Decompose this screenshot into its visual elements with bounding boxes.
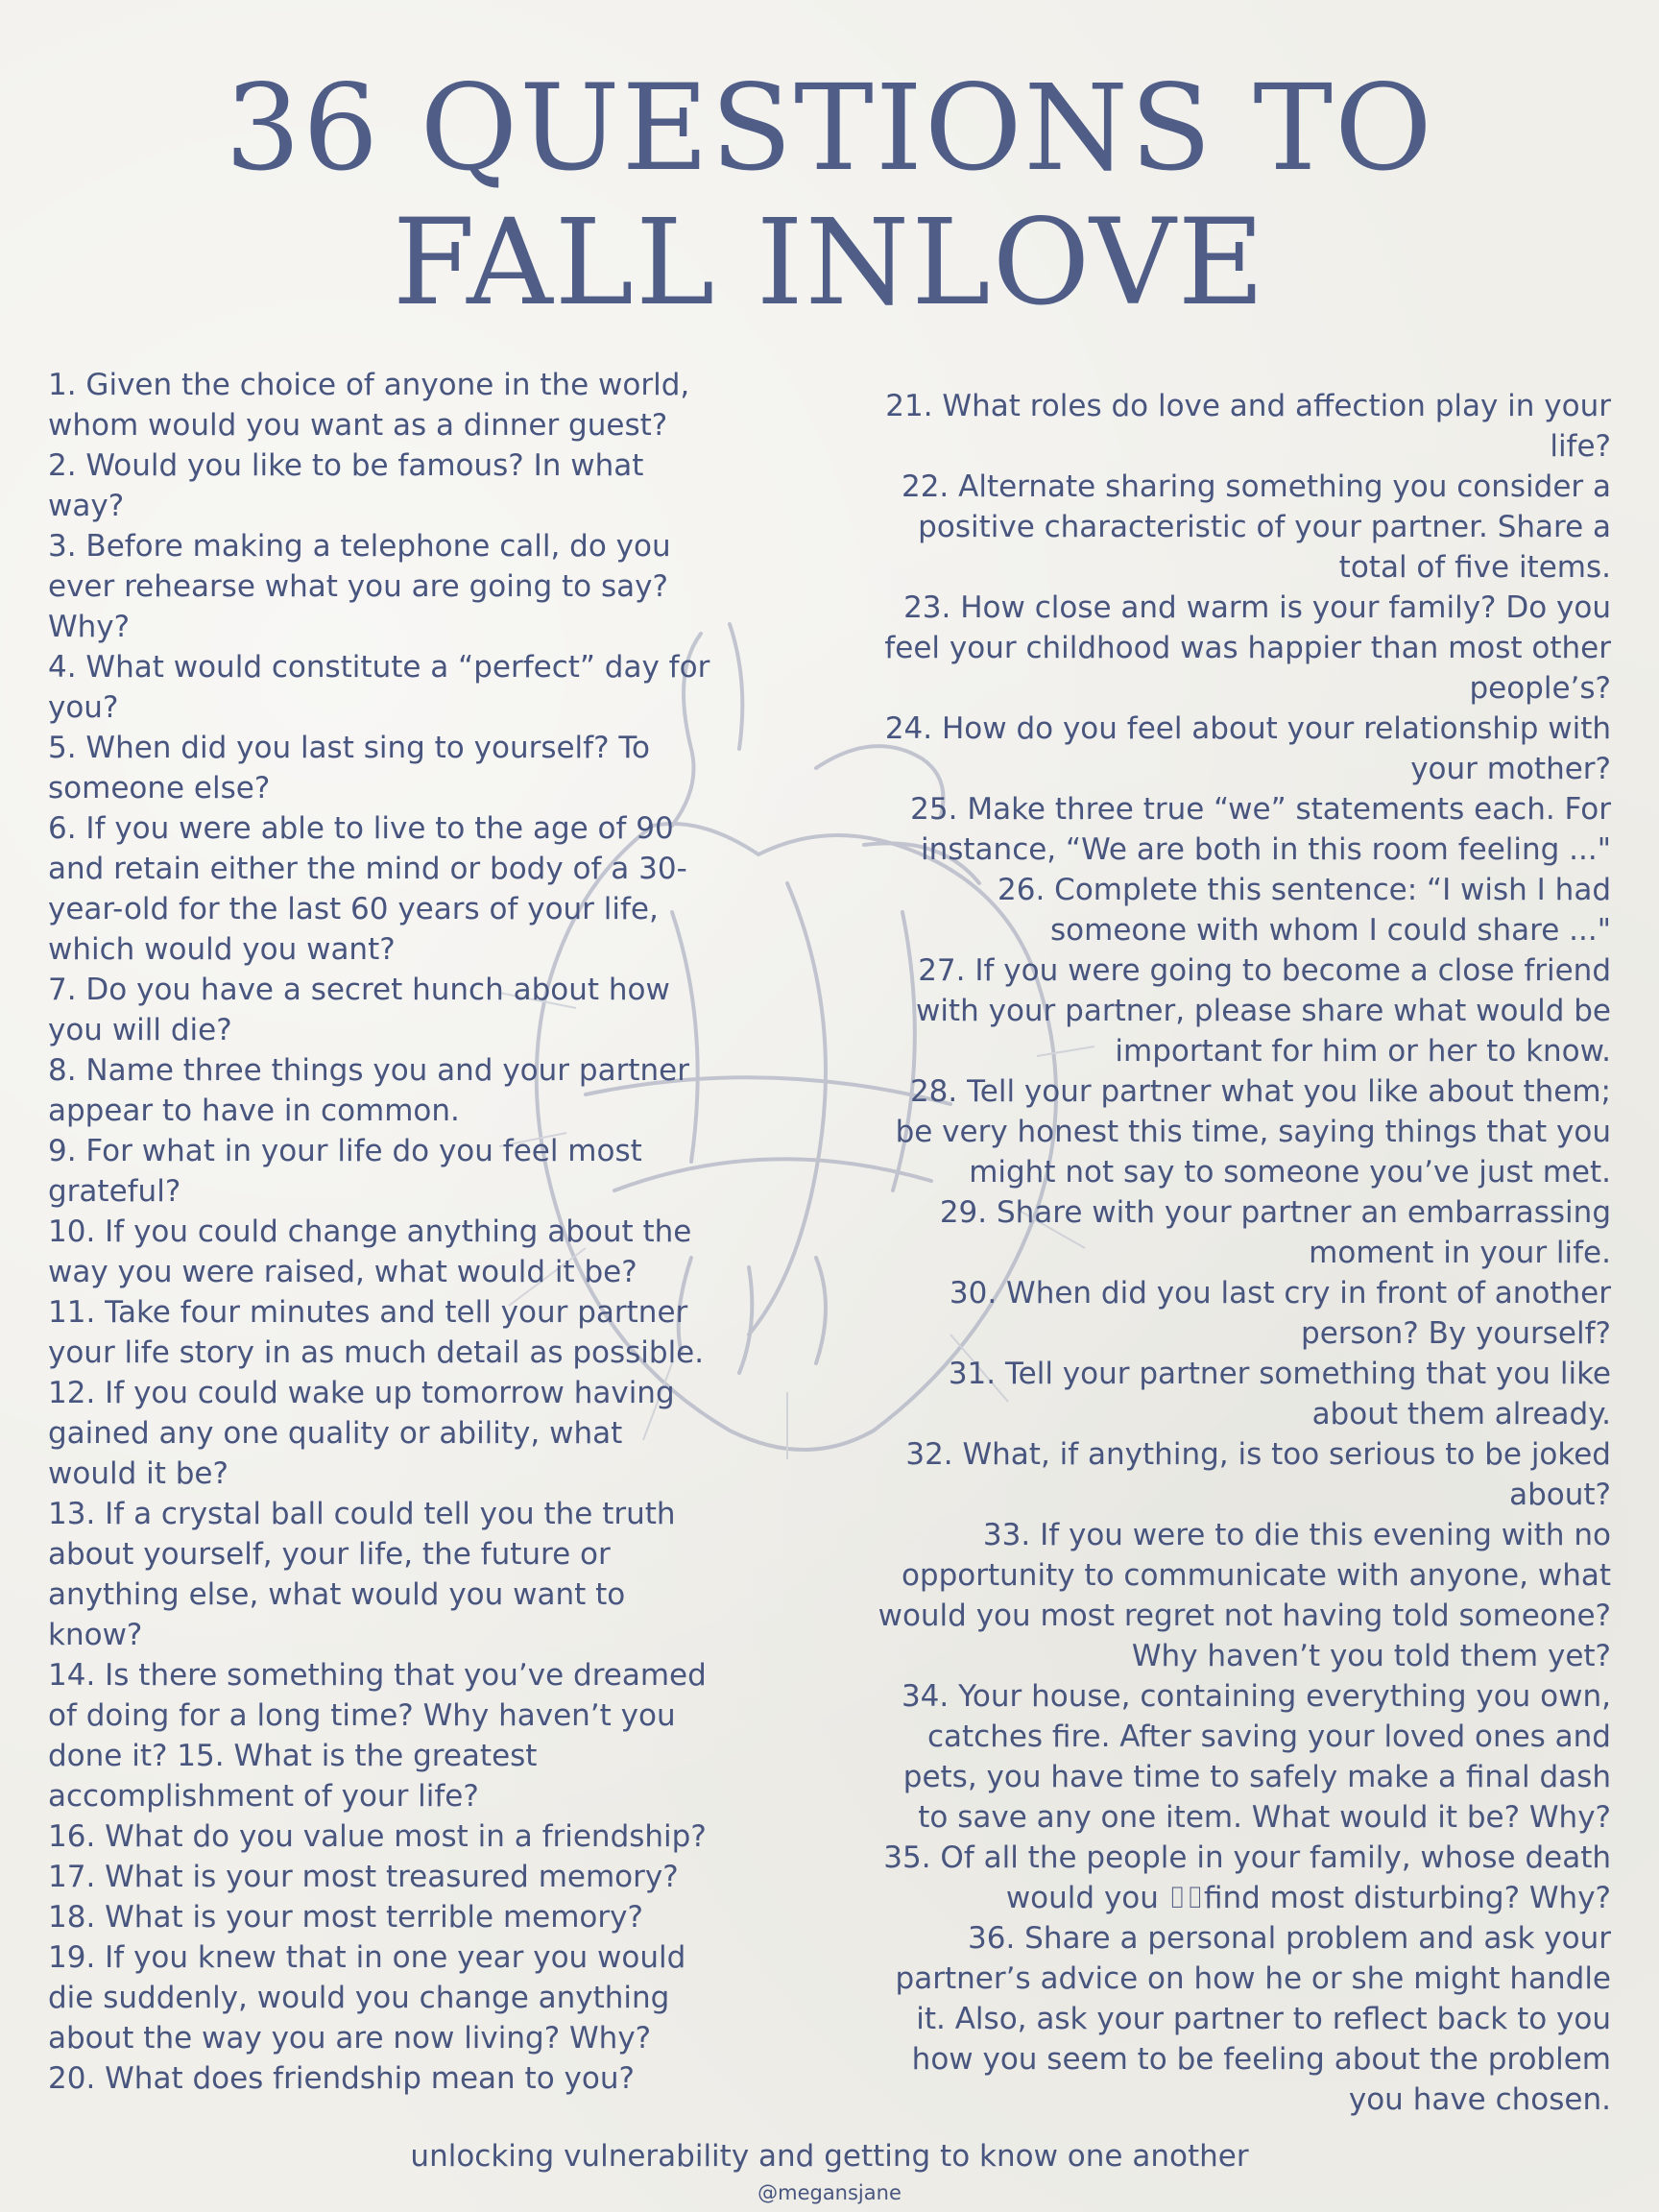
question-item: 5. When did you last sing to yourself? To someone else? xyxy=(48,731,651,805)
title-line-2: FALL INLOVE xyxy=(392,194,1267,332)
question-item: 1. Given the choice of anyone in the world, whom would you want as a dinner guest? xyxy=(48,368,690,443)
question-item: 11. Take four minutes and tell your partner your life story in as much detail as possible. xyxy=(48,1295,705,1370)
title-line-1: 36 QUESTIONS TO xyxy=(225,60,1434,198)
question-item: 29. Share with your partner an embarrassing moment in your life. xyxy=(939,1195,1611,1270)
question-item: 31. Tell your partner something that you like about them already. xyxy=(948,1357,1611,1431)
question-item: 27. If you were going to become a close friend with your partner, please share what would be important for him or her to know. xyxy=(915,953,1611,1069)
question-item: 24. How do you feel about your relationship with your mother? xyxy=(884,711,1611,786)
question-item: 32. What, if anything, is too serious to be joked about? xyxy=(905,1437,1611,1512)
question-item: 12. If you could wake up tomorrow having gained any one quality or ability, what would it be? xyxy=(48,1376,675,1491)
question-item: 16. What do you value most in a friendship? xyxy=(48,1819,707,1854)
question-item: 17. What is your most treasured memory? xyxy=(48,1860,679,1894)
questions-right-column xyxy=(864,386,1611,2120)
question-item: 36. Share a personal problem and ask your partner’s advice on how he or she might handle it. Also, ask your partner to reflect back to you how you seem to be feeling about the problem you have chosen. xyxy=(895,1921,1611,2117)
question-item: 28. Tell your partner what you like about them; be very honest this time, saying things that you might not say to someone you’ve just met. xyxy=(895,1074,1611,1190)
question-item: 25. Make three true “we” statements each. For instance, “We are both in this room feeling ..." xyxy=(910,792,1611,867)
question-item: 26. Complete this sentence: “I wish I had someone with whom I could share ..." xyxy=(998,873,1611,948)
author-handle: @megansjane xyxy=(757,2181,902,2204)
question-item: 21. What roles do love and affection play in your life? xyxy=(885,389,1611,464)
question-item: 9. For what in your life do you feel most grateful? xyxy=(48,1134,642,1209)
question-item: 18. What is your most terrible memory? xyxy=(48,1900,643,1935)
question-item: 7. Do you have a secret hunch about how you will die? xyxy=(48,973,670,1047)
question-item: 10. If you could change anything about the way you were raised, what would it be? xyxy=(48,1214,692,1289)
question-item: 22. Alternate sharing something you consider a positive characteristic of your partner. Share a total of five items. xyxy=(901,469,1611,585)
question-item: 4. What would constitute a “perfect” day for you? xyxy=(48,650,710,725)
question-item: 2. Would you like to be famous? In what way? xyxy=(48,448,644,523)
questions-left-column xyxy=(48,365,720,2099)
question-item: 14. Is there something that you’ve dreamed of doing for a long time? Why haven’t you done it? 15. What is the greatest accomplishment of your life? xyxy=(48,1658,707,1814)
question-item: 33. If you were to die this evening with no opportunity to communicate with anyone, what would you most regret not having told someone? Why haven’t you told them yet? xyxy=(878,1518,1611,1673)
question-item: 34. Your house, containing everything you own, catches fire. After saving your loved ones and pets, you have time to safely make a final dash to save any one item. What would it be? Why? xyxy=(901,1679,1611,1835)
tagline: unlocking vulnerability and getting to know one another xyxy=(410,2139,1249,2174)
page-title xyxy=(0,61,1659,330)
question-item: 30. When did you last cry in front of another person? By yourself? xyxy=(949,1276,1611,1351)
question-item: 19. If you knew that in one year you would die suddenly, would you change anything about the way you are now living? Why? xyxy=(48,1940,686,2056)
question-item: 6. If you were able to live to the age of 90 and retain either the mind or body of a 30-year-old for the last 60 years of your life, which would you want? xyxy=(48,811,687,967)
question-item: 35. Of all the people in your family, whose death would you ⌷⌷find most disturbing? Why? xyxy=(883,1840,1611,1915)
question-item: 8. Name three things you and your partner appear to have in common. xyxy=(48,1053,689,1128)
question-item: 13. If a crystal ball could tell you the truth about yourself, your life, the future or anything else, what would you want to know? xyxy=(48,1497,676,1652)
question-item: 20. What does friendship mean to you? xyxy=(48,2061,635,2096)
question-item: 3. Before making a telephone call, do you ever rehearse what you are going to say? Why? xyxy=(48,529,671,644)
question-item: 23. How close and warm is your family? Do you feel your childhood was happier than most other people’s? xyxy=(884,590,1611,706)
